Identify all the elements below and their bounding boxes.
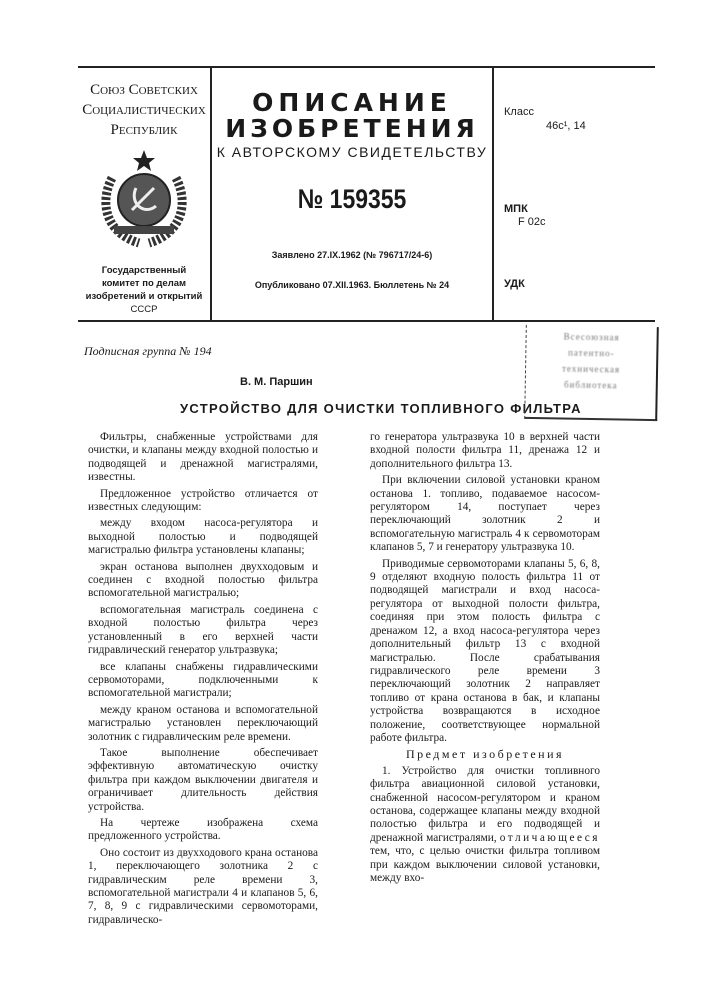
doc-title-line-1: ОПИСАНИЕ [212,90,492,116]
paragraph: го генератора ультразвука 10 в верхней части входной полости фильтра 11, дренажа 12 и дополнительного фильтра 13. [370,431,600,471]
committee-line: СССР [78,303,210,316]
paragraph: Фильтры, снабженные устройствами для очистки, и клапаны между входной полостью и подводящей и дренажной магистралями, известны. [88,431,318,485]
paragraph: вспомогательная магистраль соединена с входной полостью фильтра через установленный в его верхней части гидравлический генератор ультразвука; [88,604,318,658]
paragraph: Такое выполнение обеспечивает эффективную автоматическую очистку фильтра при каждом выключении двигателя и ограничивает длительность действия устройства. [88,747,318,814]
left-column [88,431,318,930]
country-name [78,80,210,140]
published-date: Опубликовано 07.XII.1963. Бюллетень № 24 [212,280,492,290]
stamp-line: Всесоюзная [527,331,657,343]
paragraph: все клапаны снабжены гидравлическими сервомоторами, подключенными к вспомогательной магистрали; [88,661,318,701]
mpk-label: МПК [504,203,528,215]
classification-cell [494,68,655,320]
claim-text: тем, что, с целью очистки фильтра топливом при каждом выключении силовой установки, между вхо- [370,845,600,884]
title-cell [212,68,492,320]
paragraph: между входом насоса-регулятора и выходной полостью и подводящей магистралью фильтра установлены клапаны; [88,517,318,557]
paragraph: экран останова выполнен двухходовым и соединен с входной полостью фильтра вспомогательной магистралью; [88,561,318,601]
claim-1 [370,765,600,886]
doc-subtitle: К АВТОРСКОМУ СВИДЕТЕЛЬСТВУ [212,144,492,160]
paragraph: При включении силовой установки краном останова 1. топливо, подаваемое насосом-регулятором 14, поступает через переключающий золотник 2 и вспомогательную магистраль 4 к сервомоторам клапанов 5, 7 и генератору ультразвука 10. [370,474,600,554]
invention-title: УСТРОЙСТВО ДЛЯ ОЧИСТКИ ТОПЛИВНОГО ФИЛЬТРА [180,401,582,416]
mpk-value: F 02c [518,216,546,228]
patent-number: № 159355 [233,184,471,215]
author: В. М. Паршин [240,376,313,388]
claims-heading: Предмет изобретения [370,748,600,761]
doc-title-line-2: ИЗОБРЕТЕНИЯ [212,116,492,142]
country-line: Республик [78,120,210,140]
header-box [78,66,655,322]
country-line: Союз Советских [78,80,210,100]
claim-keyword: отличающееся [500,832,600,844]
stamp-line: библиотека [526,379,656,391]
committee-line: комитет по делам [78,277,210,290]
class-value: 46c¹, 14 [546,120,586,132]
issuer-cell [78,68,210,320]
right-column [370,431,600,888]
committee-line: изобретений и открытий [78,290,210,303]
paragraph: Оно состоит из двухходового крана останова 1, переключающего золотника 2 с гидравлическим реле времени 3, вспомогательной магистрали 4 и клапанов 5, 6, 7, 8, 9 с гидравлическими сервомоторами, гидравлическо- [88,847,318,927]
paragraph: Предложенное устройство отличается от известных следующим: [88,488,318,515]
committee-name [78,264,210,316]
claim-text: 1. Устройство для очистки топливного фильтра авиационной силовой установки, снабженной насосом-регулятором и краном останова, содержащее клапаны между входной полостью фильтра и его подводящей и дренажной магистралями, [370,765,600,844]
stamp-line: патентно- [526,347,656,359]
paragraph: между краном останова и вспомогательной магистралью установлен переключающий золотник с гидравлическим реле времени. [88,704,318,744]
committee-line: Государственный [78,264,210,277]
paragraph: На чертеже изображена схема предложенного устройства. [88,817,318,844]
country-line: Социалистических [78,100,210,120]
library-stamp [524,325,659,421]
udk-label: УДК [504,278,525,290]
ussr-emblem-icon [94,148,194,248]
filed-date: Заявлено 27.IX.1962 (№ 796717/24-6) [212,250,492,260]
paragraph: Приводимые сервомоторами клапаны 5, 6, 8, 9 отделяют входную полость фильтра 11 от подводящей магистрали и вход насоса-регулятора от выходной полости фильтра, соединяя при этом полость фильтра с дренажом 12, а вход насоса-регулятора через дополнительный фильтр 13 с входной магистралью. После срабатывания гидравлического реле времени 3 переключающий золотник 2 направляет топливо от крана останова в бак, и клапаны устройства возвращаются в исходное положение, соответствующее нормальной работе фильтра. [370,558,600,746]
stamp-line: техническая [526,363,656,375]
subscription-group: Подписная группа № 194 [84,344,212,359]
class-label: Класс [504,106,534,118]
